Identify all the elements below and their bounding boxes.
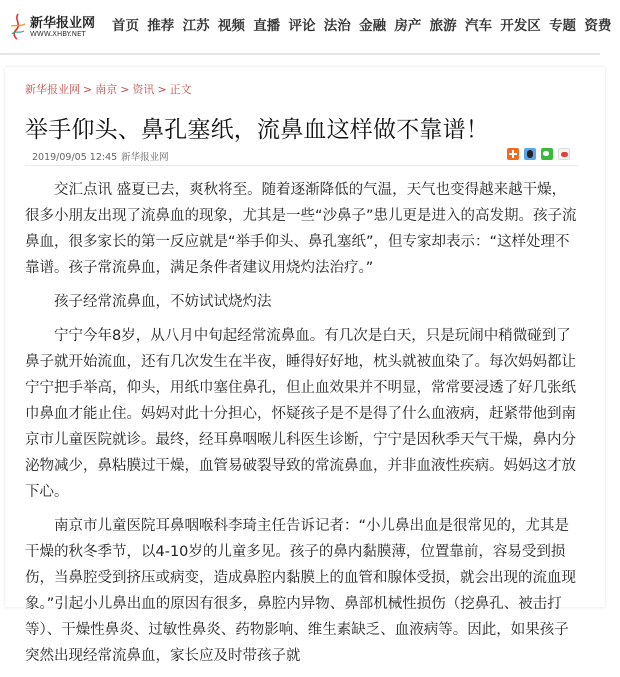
paragraph: 交汇点讯 盛夏已去，爽秋将至。随着逐渐降低的气温，天气也变得越来越干燥，很多小朋友出现了流鼻血的现象，尤其是一些“沙鼻子”患儿更是进入的高发期。孩子流鼻血，很多家长的第一反应就是“举手仰头、鼻孔塞纸”，但专家却表示：“这样处理不靠谱。孩子常流鼻血，满足条件者建议用烧灼法治疗。” [25, 182, 577, 276]
nav-item[interactable]: 视频 [217, 18, 245, 34]
site-logo[interactable] [8, 10, 96, 42]
article-meta [32, 149, 169, 163]
paragraph: 南京市儿童医院耳鼻咽喉科李琦主任告诉记者：“小儿鼻出血是很常见的，尤其是干燥的秋冬季节，以4-10岁的儿童多见。孩子的鼻内黏膜薄，位置靠前，容易受到损伤，当鼻腔受到挤压或病变，造成鼻腔内黏膜上的血管和腺体受损，就会出现的流血现象。”引起小儿鼻出血的原因有很多，鼻腔内异物、鼻部机械性损伤（挖鼻孔、被击打等）、干燥性鼻炎、过敏性鼻炎、药物影响、维生素缺乏、血液病等。因此，如果孩子突然出现经常流鼻血，家长应及时带孩子就 [25, 518, 576, 664]
breadcrumb-nanjing[interactable]: 南京 [95, 83, 118, 96]
nav-item[interactable]: 专题 [549, 18, 577, 34]
site-url: WWW.XHBY.NET [30, 30, 86, 38]
logo-mark-icon [8, 12, 28, 40]
nav-item[interactable]: 金融 [359, 18, 387, 34]
main-nav [112, 14, 620, 34]
breadcrumb-current: 正文 [169, 83, 192, 96]
breadcrumb-separator: > [83, 83, 93, 96]
site-name: 新华报业网 [30, 16, 96, 31]
breadcrumb-home[interactable]: 新华报业网 [25, 83, 80, 96]
nav-item[interactable]: 汽车 [464, 18, 492, 34]
nav-item[interactable]: 法治 [323, 18, 351, 34]
plus-share-icon[interactable] [507, 148, 519, 160]
paragraph: 宁宁今年8岁，从八月中旬起经常流鼻血。有几次是白天，只是玩闹中稍微碰到了鼻子就开始流血，还有几次发生在半夜，睡得好好地，枕头就被血染了。每次妈妈都让宁宁把手举高，仰头，用纸巾塞住鼻孔，但止血效果并不明显，常常要浸透了好几张纸巾鼻血才能止住。妈妈对此十分担心，怀疑孩子是不是得了什么血液病，赶紧带他到南京市儿童医院就诊。最终，经耳鼻咽喉儿科医生诊断，宁宁是因秋季天气干燥，鼻内分泌物减少，鼻粘膜过干燥，血管易破裂导致的常流鼻血，并非血液性疾病。妈妈这才放下心。 [25, 328, 576, 500]
nav-item[interactable]: 首页 [112, 18, 139, 34]
nav-item[interactable]: 房产 [394, 18, 422, 34]
weibo-icon[interactable] [558, 148, 570, 160]
nav-item[interactable]: 江苏 [182, 18, 210, 34]
share-bar [507, 148, 575, 160]
nav-item[interactable]: 直播 [253, 18, 281, 34]
breadcrumb [25, 81, 192, 97]
qq-icon[interactable] [524, 148, 536, 160]
breadcrumb-separator: > [157, 83, 167, 96]
subheading: 孩子经常流鼻血，不妨试试烧灼法 [54, 294, 272, 310]
article-card [5, 67, 605, 664]
publish-date: 2019/09/05 12:45 [32, 152, 118, 163]
divider [25, 165, 578, 166]
nav-item[interactable]: 推荐 [147, 18, 175, 34]
nav-item[interactable]: 资费 [584, 18, 612, 34]
article-body [25, 177, 578, 677]
wechat-icon[interactable] [541, 148, 553, 160]
breadcrumb-separator: > [120, 83, 130, 96]
nav-item[interactable]: 开发区 [500, 18, 541, 34]
breadcrumb-news[interactable]: 资讯 [132, 83, 155, 96]
nav-item[interactable]: 评论 [288, 18, 316, 34]
nav-item[interactable]: 旅游 [429, 18, 457, 34]
article-title: 举手仰头、鼻孔塞纸，流鼻血这样做不靠谱！ [25, 117, 489, 143]
article-source: 新华报业网 [121, 152, 169, 163]
site-header [0, 0, 612, 55]
